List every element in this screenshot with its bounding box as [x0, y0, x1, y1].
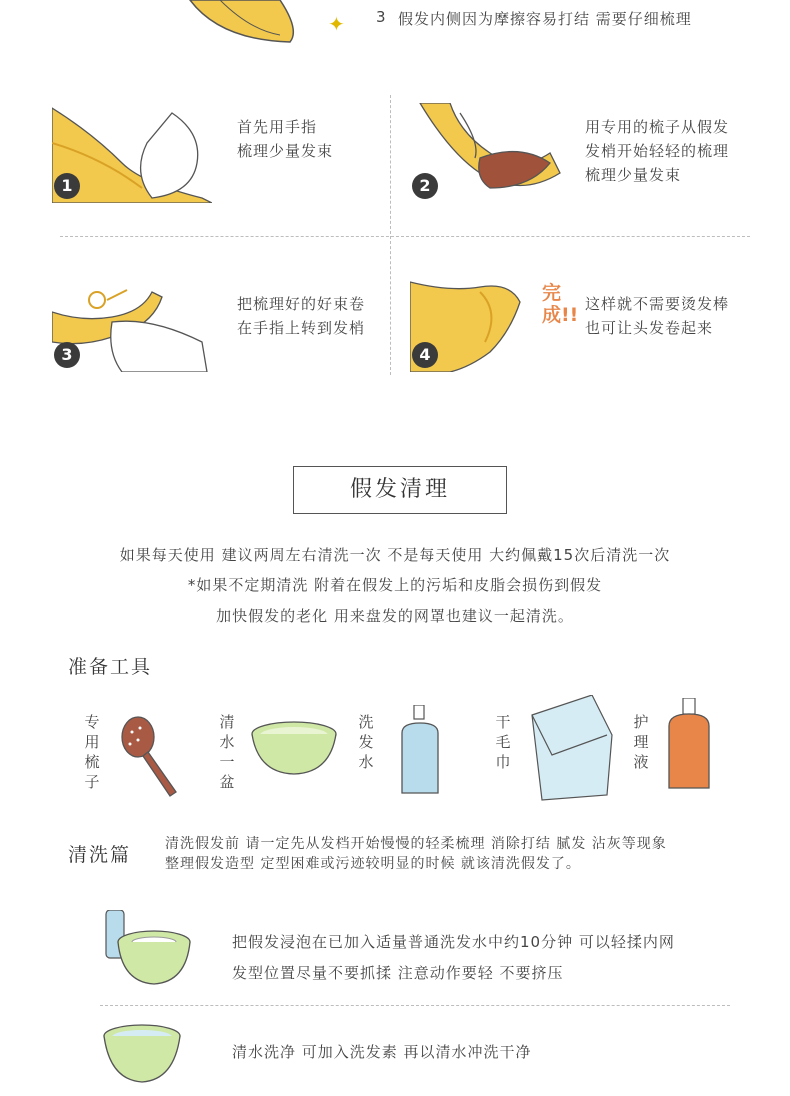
top-note-text: 假发内侧因为摩擦容易打结 需要仔细梳理: [398, 10, 692, 28]
basin-with-wig-icon: [104, 910, 194, 994]
grid-divider-horizontal: [60, 236, 750, 237]
step-1-text: 首先用手指 梳理少量发束: [237, 118, 334, 160]
intro-line-1: 如果每天使用 建议两周左右清洗一次 不是每天使用 大约佩戴15次后清洗一次: [119, 546, 671, 564]
grid-divider-vertical: [390, 95, 391, 375]
step-4-badge: 4: [412, 342, 438, 368]
wash-desc-line-1: 清洗假发前 请一定先从发档开始慢慢的轻柔梳理 消除打结 腻发 沾灰等现象: [165, 836, 667, 852]
comb-icon: [118, 712, 183, 801]
top-hair-illustration: [180, 0, 310, 45]
wash-desc-line-2: 整理假发造型 定型困难或污迹较明显的时候 就该清洗假发了。: [165, 856, 581, 872]
wash-step-1-line-2: 发型位置尽量不要抓揉 注意动作要轻 不要挤压: [232, 964, 564, 982]
tool-label-basin: 清水一盆: [219, 713, 235, 791]
tool-label-care: 护理液: [633, 713, 649, 771]
step-4-text: 这样就不需要烫发棒 也可让头发卷起来: [585, 295, 730, 337]
towel-icon: [522, 695, 617, 809]
care-bottle-icon: [665, 698, 715, 797]
wash-step-1-line-1: 把假发浸泡在已加入适量普通洗发水中约10分钟 可以轻揉内网: [232, 933, 675, 951]
tool-label-towel: 干毛巾: [495, 713, 511, 771]
top-note-number: 3: [376, 8, 387, 26]
tool-label-shampoo: 洗发水: [358, 713, 374, 771]
shampoo-bottle-icon: [400, 705, 440, 801]
step-2-badge: 2: [412, 173, 438, 199]
step-3-text: 把梳理好的好束卷 在手指上转到发梢: [237, 295, 366, 337]
water-basin-icon: [100, 1022, 185, 1091]
step-3-badge: 3: [54, 342, 80, 368]
complete-stamp: 完成!!: [542, 282, 579, 326]
wash-divider: [100, 1005, 730, 1006]
wash-heading: 清洗篇: [68, 844, 132, 866]
sparkle-icon: ✦: [328, 12, 345, 36]
section-title: 假发清理: [293, 466, 507, 514]
wash-step-2-line-1: 清水洗净 可加入洗发素 再以清水冲洗干净: [232, 1043, 532, 1061]
tool-label-comb: 专用梳子: [84, 713, 100, 791]
intro-line-2: *如果不定期清洗 附着在假发上的污垢和皮脂会损伤到假发: [187, 576, 603, 594]
intro-line-3: 加快假发的老化 用来盘发的网罩也建议一起清洗。: [216, 607, 574, 625]
step-2-text: 用专用的梳子从假发 发梢开始轻轻的梳理 梳理少量发束: [585, 118, 730, 184]
step-1-badge: 1: [54, 173, 80, 199]
tools-heading: 准备工具: [68, 656, 153, 678]
basin-icon: [248, 718, 340, 784]
